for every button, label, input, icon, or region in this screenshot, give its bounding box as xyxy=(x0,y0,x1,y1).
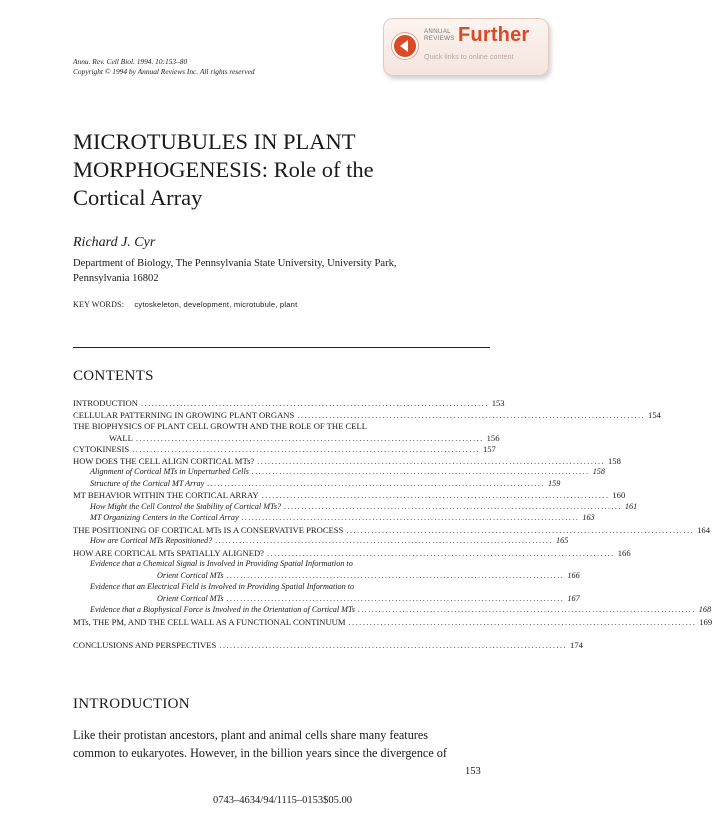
toc-page: 169 xyxy=(699,616,712,627)
keywords-list: cytoskeleton, development, microtubule, plant xyxy=(134,300,298,309)
toc-entry[interactable]: Evidence that a Biophysical Force is Involved in the Orientation of Cortical MTs .................................................................................................. 168 xyxy=(90,605,712,614)
badge-brand: Further xyxy=(458,24,530,46)
toc-entry[interactable]: Orient Cortical MTs .................................................................................................. 167 xyxy=(157,593,580,603)
toc-label: HOW DOES THE CELL ALIGN CORTICAL MTs? xyxy=(73,455,255,466)
badge-subtitle: Quick links to online content xyxy=(424,52,514,61)
toc-entry[interactable]: Alignment of Cortical MTs in Unperturbed Cells .................................................................................................. 158 xyxy=(90,467,605,476)
toc-page: 156 xyxy=(486,432,500,443)
toc-entry[interactable]: MT BEHAVIOR WITHIN THE CORTICAL ARRAY .................................................................................................. 160 xyxy=(73,490,626,500)
keywords-label: KEY WORDS: xyxy=(73,300,125,309)
author-affiliation xyxy=(73,256,397,286)
toc-label: Alignment of Cortical MTs in Unperturbed Cells xyxy=(90,467,249,476)
toc-page: 174 xyxy=(570,639,583,650)
toc-label: THE BIOPHYSICS OF PLANT CELL GROWTH AND THE ROLE OF THE CELL xyxy=(73,421,368,431)
toc-label: Evidence that an Electrical Field is Involved in Providing Spatial Information to xyxy=(90,582,355,591)
toc-entry[interactable]: CYTOKINESIS .................................................................................................. 157 xyxy=(73,444,496,454)
section-divider xyxy=(73,347,490,348)
contents-heading: CONTENTS xyxy=(73,368,154,384)
copyright-text: Copyright © 1994 by Annual Reviews Inc. All rights reserved xyxy=(73,67,255,76)
title-line-2: MORPHOGENESIS: Role of the xyxy=(73,157,374,182)
intro-line-2: common to eukaryotes. However, in the billion years since the divergence of xyxy=(73,745,447,760)
toc-entry[interactable]: Orient Cortical MTs .................................................................................................. 166 xyxy=(157,570,580,580)
badge-line2: REVIEWS xyxy=(424,35,455,42)
toc-page: 161 xyxy=(624,501,638,511)
annual-reviews-further-badge[interactable] xyxy=(383,18,549,76)
toc-entry[interactable]: INTRODUCTION .................................................................................................. 153 xyxy=(73,398,505,408)
toc-page: 154 xyxy=(648,409,661,420)
toc-entry[interactable]: WALL .................................................................................................. 156 xyxy=(109,432,500,443)
toc-page: 167 xyxy=(567,593,580,603)
intro-line-1: Like their protistan ancestors, plant and animal cells share many features xyxy=(73,728,429,742)
toc-page: 166 xyxy=(567,570,580,580)
title-line-1: MICROTUBULES IN PLANT xyxy=(73,129,356,154)
toc-entry[interactable]: HOW DOES THE CELL ALIGN CORTICAL MTs? .................................................................................................. 158 xyxy=(73,455,621,466)
journal-citation xyxy=(73,57,255,77)
citation-text: Annu. Rev. Cell Biol. 1994. 10:153–80 xyxy=(73,57,188,66)
toc-entry[interactable]: MT Organizing Centers in the Cortical Array .................................................................................................. 163 xyxy=(90,513,595,522)
toc-label: How Might the Cell Control the Stability of Cortical MTs? xyxy=(90,501,282,511)
toc-entry[interactable]: HOW ARE CORTICAL MTs SPATIALLY ALIGNED? .................................................................................................. 166 xyxy=(73,547,631,558)
left-arrow-icon xyxy=(392,33,418,59)
toc-label: THE POSITIONING OF CORTICAL MTs IS A CONSERVATIVE PROCESS xyxy=(73,524,344,535)
toc-entry[interactable] xyxy=(73,559,490,571)
toc-entry[interactable]: CONCLUSIONS AND PERSPECTIVES .................................................................................................. 174 xyxy=(73,639,583,650)
toc-entry[interactable]: CELLULAR PATTERNING IN GROWING PLANT ORGANS .................................................................................................. 154 xyxy=(73,409,661,420)
affiliation-line-1: Department of Biology, The Pennsylvania State University, University Park, xyxy=(73,258,397,269)
badge-publisher xyxy=(424,28,455,42)
toc-label: INTRODUCTION xyxy=(73,398,138,408)
toc-page: 166 xyxy=(617,547,631,558)
toc-entry[interactable] xyxy=(73,421,490,433)
toc-page: 153 xyxy=(491,398,505,408)
introduction-heading: INTRODUCTION xyxy=(73,696,190,712)
toc-page: 158 xyxy=(608,455,621,466)
toc-label: CELLULAR PATTERNING IN GROWING PLANT ORGANS xyxy=(73,409,295,420)
toc-page: 158 xyxy=(592,467,605,476)
toc-page: 165 xyxy=(556,536,569,545)
toc-label: MTs, THE PM, AND THE CELL WALL AS A FUNCTIONAL CONTINUUM xyxy=(73,616,346,627)
toc-label: MT BEHAVIOR WITHIN THE CORTICAL ARRAY xyxy=(73,490,259,500)
author-name: Richard J. Cyr xyxy=(73,235,156,250)
toc-entry[interactable]: How are Cortical MTs Repositioned? .................................................................................................. 165 xyxy=(90,536,569,545)
toc-label: CONCLUSIONS AND PERSPECTIVES xyxy=(73,639,217,650)
toc-page: 160 xyxy=(612,490,626,500)
footer-code: 0743–4634/94/1115–0153$05.00 xyxy=(213,795,352,806)
affiliation-line-2: Pennsylvania 16802 xyxy=(73,273,159,284)
toc-label: Evidence that a Biophysical Force is Involved in the Orientation of Cortical MTs xyxy=(90,605,355,614)
toc-label: How are Cortical MTs Repositioned? xyxy=(90,536,213,545)
toc-label: Evidence that a Chemical Signal is Involved in Providing Spatial Information to xyxy=(90,559,353,568)
title-line-3: Cortical Array xyxy=(73,185,203,210)
badge-line1: ANNUAL xyxy=(424,28,451,35)
article-title xyxy=(73,128,374,212)
toc-entry[interactable]: MTs, THE PM, AND THE CELL WALL AS A FUNCTIONAL CONTINUUM .................................................................................................. 169 xyxy=(73,616,712,627)
toc-label: MT Organizing Centers in the Cortical Array xyxy=(90,513,239,522)
toc-label: HOW ARE CORTICAL MTs SPATIALLY ALIGNED? xyxy=(73,547,264,558)
page-number: 153 xyxy=(465,766,481,777)
toc-entry[interactable]: How Might the Cell Control the Stability of Cortical MTs? .................................................................................................. 161 xyxy=(90,501,638,511)
toc-label: Orient Cortical MTs xyxy=(157,593,224,603)
introduction-body xyxy=(73,727,493,762)
toc-label: Structure of the Cortical MT Array xyxy=(90,478,205,488)
keywords xyxy=(73,300,297,309)
toc-page: 164 xyxy=(697,524,711,535)
toc-page: 159 xyxy=(548,478,561,488)
toc-entry[interactable] xyxy=(73,582,490,594)
toc-label: WALL xyxy=(109,432,133,443)
toc-page: 163 xyxy=(582,513,595,522)
toc-label: Orient Cortical MTs xyxy=(157,570,224,580)
toc-entry[interactable]: Structure of the Cortical MT Array .................................................................................................. 159 xyxy=(90,478,561,488)
toc-entry[interactable]: THE POSITIONING OF CORTICAL MTs IS A CONSERVATIVE PROCESS .................................................................................................. 164 xyxy=(73,524,711,535)
toc-label: CYTOKINESIS xyxy=(73,444,130,454)
toc-page: 157 xyxy=(482,444,496,454)
table-of-contents xyxy=(73,398,712,651)
toc-page: 168 xyxy=(698,605,712,614)
